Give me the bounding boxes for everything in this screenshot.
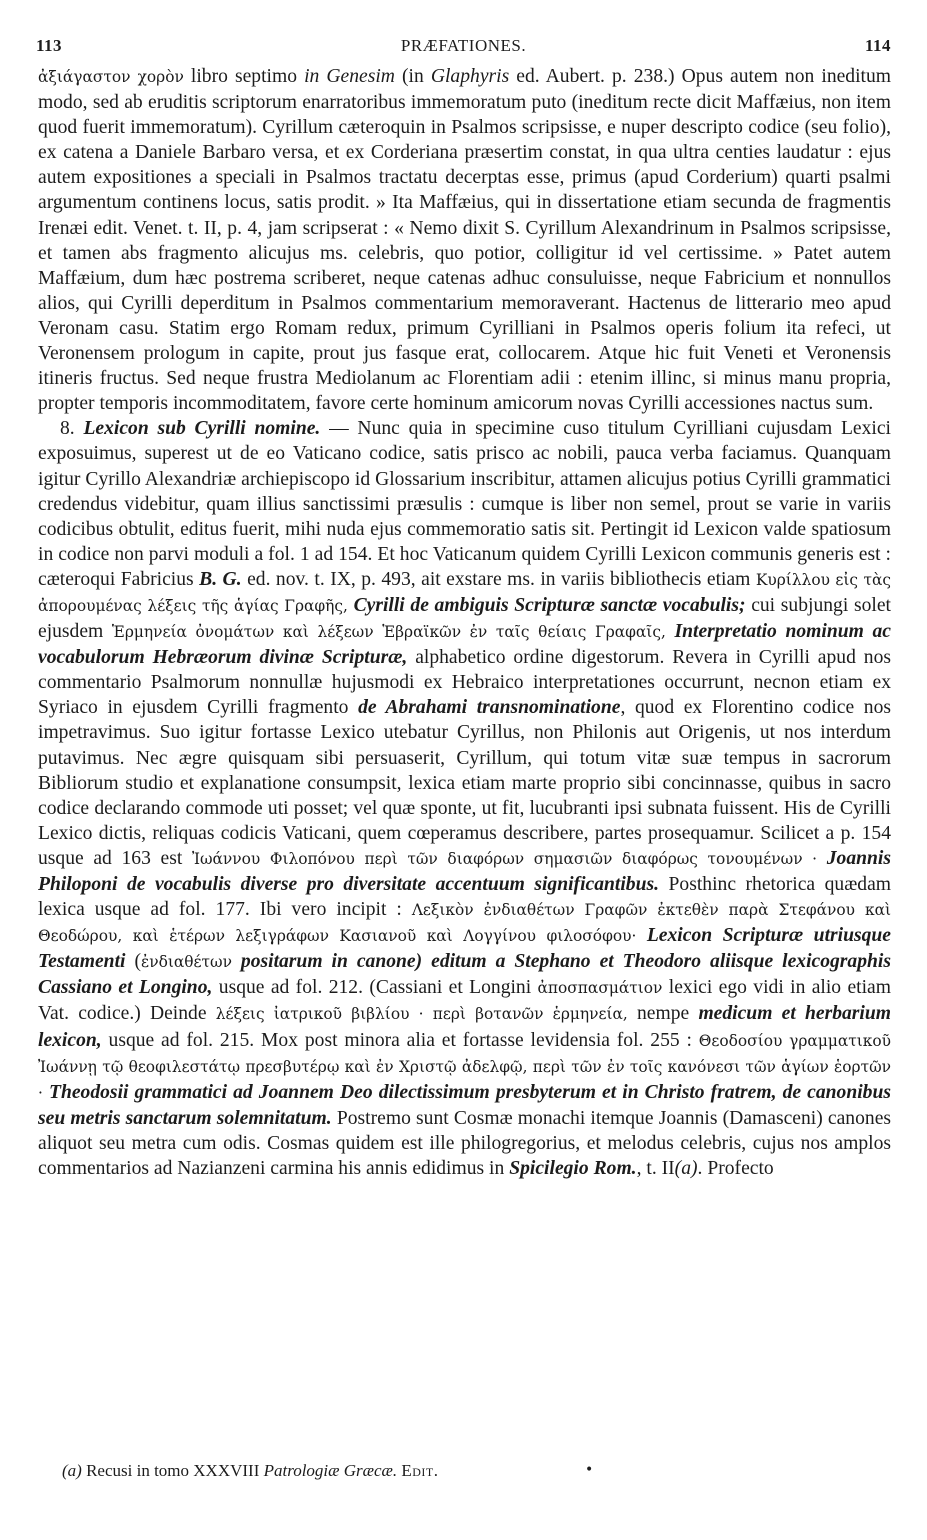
footnote-text: Recusi in tomo XXXVIII: [86, 1461, 260, 1480]
greek-text: ἐνδιαθέτων: [140, 953, 232, 972]
text-run: ed. nov. t. IX, p. 493, ait exstare ms. in variis bibliothecis etiam: [247, 568, 751, 590]
text-run: , t. II: [636, 1158, 675, 1180]
footnote-label: (a): [62, 1461, 82, 1480]
bold-italic-text: medicum et herbarium lexicon,: [38, 1003, 891, 1051]
footnote-italic: Patrologiæ Græcæ.: [263, 1461, 398, 1480]
bold-italic-text: de Abrahami transnominatione: [358, 697, 621, 719]
text-run: usque ad fol. 215. Mox post minora alia et fortasse levidensia fol. 255 :: [108, 1029, 692, 1051]
text-run: Posthinc rhetorica quædam lexica usque ad fol. 177. Ibi vero incipit :: [38, 874, 892, 921]
page-number-left: 113: [36, 36, 63, 55]
bold-italic-text: Lexicon Scripturæ utriusque Testamenti: [38, 925, 891, 973]
footnote: [62, 1460, 891, 1482]
text-run: (in: [402, 66, 424, 87]
stray-mark: •: [585, 1462, 594, 1478]
greek-text: Ἑρμηνεία ὀνομάτων καὶ λέξεων Ἑβραϊκῶν ἐν ταῖς θείαις Γραφαῖς,: [111, 623, 666, 642]
running-header: [36, 36, 891, 62]
text-run: lexici ego vidi in alio etiam Vat. codice.) Deinde: [38, 977, 891, 1025]
italic-text: in Genesim: [304, 66, 395, 87]
greek-text: Θεοδοσίου γραμματικοῦ Ἰωάννῃ τῷ θεοφιλεστάτῳ πρεσβυτέρῳ καὶ ἐν Χριστῷ ἀδελφῷ, περὶ τῶν ἐν τοῖς κανόνεσι τῶν ἁγίων ἑορτῶν ·: [38, 1031, 892, 1102]
greek-text: λέξεις ἰατρικοῦ βιβλίου · περὶ βοτανῶν ἑρμηνεία,: [215, 1005, 628, 1024]
section-heading: Lexicon sub Cyrilli nomine.: [83, 418, 321, 440]
italic-text: Cyrilli de ambiguis Scripturæ sanctæ vocabulis;: [353, 594, 746, 616]
text-run: . Profecto: [697, 1158, 774, 1180]
greek-text: ἀποσπασμάτιον: [537, 979, 663, 998]
paragraph-continued: [38, 64, 891, 416]
section-number: 8.: [60, 418, 75, 440]
text-run: alphabetico ordine digestorum. Revera in Cyrilli apud nos commentario Psalmorum nonnullæ hujusmodi ex Hebraico interpretationes occurrunt, necnon etiam ex Syriaco in ejusdem Cyrilli fragmento: [38, 647, 891, 719]
text-run: ed. Aubert. p. 238.) Opus autem non ineditum modo, sed ab eruditis scriptorum enarratoribus immemoratum puto (ineditum recte dicit Maffæius, non item quod fuerit immemoratum). Cyrillum cæteroquin in Psalmos scripsisse, e nuper descripto codice (seu folio), ex catena a Daniele Barbaro versa, et ex Corderiana præsertim constat, in qua ultra centies laudatur : ejus autem expositiones a speciali in Psalmos tractatu decerptas esse, primus (apud Corderium) quarti psalmi argumentum continens locus, satis prodit. » Ita Maffæius, qui in dissertatione etiam secunda de fragmentis Irenæi edit. Venet. t. II, p. 4, jam scripserat : « Nemo dixit S. Cyrillum Alexandrinum in Psalmos scripsisse, et tamen abs fragmento alicujus ms. celebris, quo potior, colligitur id vel certissime. » Patet autem Maffæium, dum hæc postrema scriberet, neque catenas adhuc consuluisse, neque Fabricium et nonnullos alios, qui Cyrilli deperditum in Psalmos commentarium memoraverant. Hactenus de litterario meo apud Veronam casu. Statim ergo Romam redux, primum Cyrilliani in Psalmos operis folium ita refeci, ut Veronensem prologum in capite, prout jus fasque erat, collocarem. Atque hic fuit Veneti et Veronensis itineris fructus. Sed neque frustra Mediolanum ac Florentiam adii : etenim illinc, si minus manu propria, propter temporis incommoditatem, favore certe hominum amicorum novas Cyrilli accessiones nactus sum.: [38, 66, 892, 415]
text-run: libro septimo: [190, 66, 298, 87]
footnote-ref: (a): [674, 1158, 698, 1180]
bold-italic-text: Interpretatio nominum ac vocabulorum Hebræorum divinæ Scripturæ,: [38, 621, 891, 669]
bold-italic-text: Theodosii grammatici ad Joannem Deo dilectissimum presbyterum et in Christo fratrem, de canonibus seu metris sanctarum solemnitatum.: [38, 1081, 891, 1129]
bold-italic-text: positarum in canone) editum a Stephano et Theodoro aliisque lexicographis Cassiano et Longino,: [38, 951, 891, 999]
greek-text: Ἰωάννου Φιλοπόνου περὶ τῶν διαφόρων σημασιῶν διαφόρως τονουμένων ·: [191, 849, 818, 868]
italic-text: B. G.: [199, 568, 242, 590]
greek-text: Κυρίλλου εἰς τὰς ἀπορουμένας λέξεις τῆς ἁγίας Γραφῆς,: [38, 570, 892, 615]
running-title: PRÆFATIONES.: [400, 36, 527, 55]
greek-text: Λεξικὸν ἐνδιαθέτων Γραφῶν ἐκτεθὲν παρὰ Στεφάνου καὶ Θεοδώρου, καὶ ἑτέρων λεξιγράφων Κασιανοῦ καὶ Λογγίνου φιλοσόφου·: [38, 901, 891, 946]
text-run: nempe: [637, 1003, 690, 1025]
text-run: usque ad fol. 212. (Cassiani et Longini: [218, 977, 532, 999]
bold-italic-text: Joannis Philoponi de vocabulis diverse pro diversitate accentuum significantibus.: [38, 847, 891, 895]
page-number-right: 114: [864, 36, 891, 55]
paragraph-lexicon: [38, 416, 891, 1181]
text-run: cui subjungi solet ejusdem: [38, 594, 891, 643]
text-run: Postremo sunt Cosmæ monachi itemque Joannis (Damasceni) canones aliquot seu metra cum odis. Cosmas quidem est ille philogregorius, et melodus celebris, cujus nos amplos commentarios ad Nazianzeni carmina his annis edidimus in: [38, 1107, 892, 1180]
footnote-editor: Edit.: [401, 1461, 439, 1480]
italic-text: Glaphyris: [430, 66, 510, 87]
main-text: [38, 64, 891, 1181]
text-run: (: [134, 951, 141, 973]
greek-text: ἀξιάγαστον χορὸν: [38, 68, 184, 86]
italic-text: Spicilegio Rom.: [509, 1158, 637, 1180]
text-run: — Nunc quia in specimine cuso titulum Cyrilliani cujusdam Lexici exposuimus, superest ut de eo Vaticano codice, satis prisco ac nobili, pauca verba faciamus. Quanquam igitur Cyrillo Alexandriæ archiepiscopo id Glossarium inscribitur, attamen alicujus potius Cyrilli grammatici credendus videbitur, quam illius sanctissimi præsulis : cumque is liber non semel, prout se varie in variis codicibus obtulit, editus fuerit, mihi nuda ejus commemoratio satis sit. Pertingit id Lexicon valde spatiosum in codice non parvi moduli a fol. 1 ad 154. Et hoc Vaticanum quidem Cyrilli Lexicon communis generis est : cæteroqui Fabricius: [38, 418, 891, 590]
text-run: , quod ex Florentino codice nos impetravimus. Suo igitur fortasse Lexico utebatur Cyrillus, non Philonis aut Origenis, ut nos interdum putavimus. Nec ægre quisquam sibi persuaserit, Cyrillum, qui totum vitæ suæ tempus in sacrorum Bibliorum studio et explanatione consumpsit, lexica etiam marte proprio sibi concinnasse, quibus in sacro codice declarando commode uti posset; vel quæ sponte, ut fit, lucubranti ipsi subnata fuissent. His de Cyrilli Lexico dictis, reliquas codicis Vaticani, quem cœperamus describere, partes prosequamur. Scilicet a p. 154 usque ad 163 est: [38, 697, 892, 869]
